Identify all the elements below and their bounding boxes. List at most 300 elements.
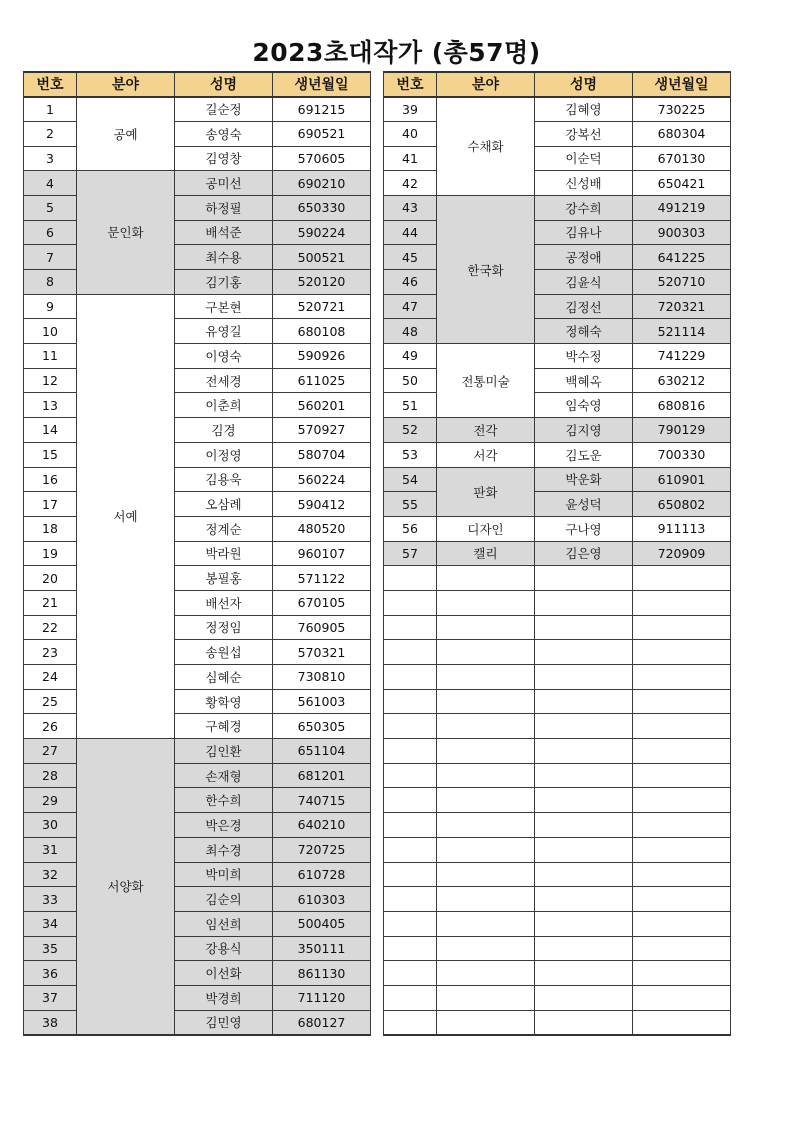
number-cell: 28 — [24, 763, 77, 788]
name-cell: 이춘희 — [175, 393, 273, 418]
birthdate-cell: 521114 — [633, 319, 731, 344]
birthdate-cell: 720321 — [633, 294, 731, 319]
name-cell: 김윤식 — [535, 270, 633, 295]
number-cell: 31 — [24, 837, 77, 862]
empty-row — [384, 689, 731, 714]
number-cell: 50 — [384, 368, 437, 393]
name-cell: 김경 — [175, 418, 273, 443]
header-birthdate: 생년월일 — [273, 72, 371, 97]
name-cell: 공정애 — [535, 245, 633, 270]
table-row — [24, 245, 371, 270]
birthdate-cell: 641225 — [633, 245, 731, 270]
table-row — [24, 689, 371, 714]
number-cell: 40 — [384, 121, 437, 146]
empty-cell — [437, 665, 535, 690]
empty-cell — [535, 813, 633, 838]
birthdate-cell: 680304 — [633, 121, 731, 146]
name-cell: 김기홍 — [175, 270, 273, 295]
table-row — [24, 393, 371, 418]
name-cell: 하정필 — [175, 195, 273, 220]
number-cell: 9 — [24, 294, 77, 319]
number-cell: 10 — [24, 319, 77, 344]
name-cell: 김용욱 — [175, 467, 273, 492]
number-cell: 21 — [24, 590, 77, 615]
birthdate-cell: 570927 — [273, 418, 371, 443]
number-cell: 16 — [24, 467, 77, 492]
table-row — [24, 590, 371, 615]
birthdate-cell: 691215 — [273, 97, 371, 122]
empty-cell — [535, 837, 633, 862]
name-cell: 봉필홍 — [175, 566, 273, 591]
field-cell: 판화 — [437, 467, 535, 516]
name-cell: 임선희 — [175, 911, 273, 936]
birthdate-cell: 690210 — [273, 171, 371, 196]
field-cell: 디자인 — [437, 516, 535, 541]
empty-row — [384, 985, 731, 1010]
birthdate-cell: 690521 — [273, 121, 371, 146]
number-cell: 25 — [24, 689, 77, 714]
name-cell: 박미희 — [175, 862, 273, 887]
empty-cell — [384, 936, 437, 961]
number-cell: 35 — [24, 936, 77, 961]
empty-cell — [633, 936, 731, 961]
name-cell: 강용식 — [175, 936, 273, 961]
empty-cell — [633, 640, 731, 665]
table-row — [384, 294, 731, 319]
birthdate-cell: 651104 — [273, 739, 371, 764]
empty-cell — [535, 714, 633, 739]
number-cell: 8 — [24, 270, 77, 295]
number-cell: 13 — [24, 393, 77, 418]
table-row — [24, 837, 371, 862]
empty-row — [384, 590, 731, 615]
name-cell: 김인환 — [175, 739, 273, 764]
table-row — [24, 763, 371, 788]
field-cell: 문인화 — [77, 171, 175, 294]
empty-cell — [535, 887, 633, 912]
birthdate-cell: 570605 — [273, 146, 371, 171]
empty-cell — [384, 739, 437, 764]
birthdate-cell: 491219 — [633, 195, 731, 220]
number-cell: 46 — [384, 270, 437, 295]
name-cell: 박수정 — [535, 344, 633, 369]
name-cell: 길순정 — [175, 97, 273, 122]
table-row — [384, 245, 731, 270]
empty-cell — [535, 911, 633, 936]
empty-cell — [633, 665, 731, 690]
number-cell: 49 — [384, 344, 437, 369]
name-cell: 한수희 — [175, 788, 273, 813]
empty-cell — [633, 887, 731, 912]
empty-cell — [437, 763, 535, 788]
birthdate-cell: 640210 — [273, 813, 371, 838]
empty-cell — [437, 936, 535, 961]
name-cell: 박경희 — [175, 985, 273, 1010]
table-row — [24, 171, 371, 196]
table-row — [24, 640, 371, 665]
number-cell: 33 — [24, 887, 77, 912]
table-row — [24, 665, 371, 690]
birthdate-cell: 520120 — [273, 270, 371, 295]
empty-cell — [384, 640, 437, 665]
number-cell: 7 — [24, 245, 77, 270]
table-row — [384, 418, 731, 443]
number-cell: 14 — [24, 418, 77, 443]
number-cell: 44 — [384, 220, 437, 245]
birthdate-cell: 590926 — [273, 344, 371, 369]
empty-cell — [535, 590, 633, 615]
name-cell: 전세경 — [175, 368, 273, 393]
number-cell: 2 — [24, 121, 77, 146]
birthdate-cell: 480520 — [273, 516, 371, 541]
empty-row — [384, 837, 731, 862]
field-cell: 전통미술 — [437, 344, 535, 418]
table-row — [24, 788, 371, 813]
number-cell: 38 — [24, 1010, 77, 1035]
name-cell: 김유나 — [535, 220, 633, 245]
table-row — [384, 492, 731, 517]
name-cell: 윤성덕 — [535, 492, 633, 517]
name-cell: 최수경 — [175, 837, 273, 862]
empty-cell — [437, 887, 535, 912]
table-row — [384, 121, 731, 146]
page-title: 2023초대작가 (총57명) — [252, 38, 541, 67]
empty-cell — [437, 615, 535, 640]
empty-cell — [633, 1010, 731, 1035]
name-cell: 김지영 — [535, 418, 633, 443]
name-cell: 박라원 — [175, 541, 273, 566]
empty-cell — [535, 739, 633, 764]
number-cell: 11 — [24, 344, 77, 369]
empty-cell — [535, 1010, 633, 1035]
birthdate-cell: 560201 — [273, 393, 371, 418]
table-row — [24, 615, 371, 640]
birthdate-cell: 570321 — [273, 640, 371, 665]
number-cell: 17 — [24, 492, 77, 517]
table-row — [24, 368, 371, 393]
empty-cell — [633, 961, 731, 986]
name-cell: 구본현 — [175, 294, 273, 319]
name-cell: 유영길 — [175, 319, 273, 344]
empty-cell — [384, 665, 437, 690]
table-row — [24, 516, 371, 541]
birthdate-cell: 650330 — [273, 195, 371, 220]
empty-cell — [384, 862, 437, 887]
number-cell: 43 — [384, 195, 437, 220]
empty-row — [384, 739, 731, 764]
name-cell: 정해숙 — [535, 319, 633, 344]
birthdate-cell: 711120 — [273, 985, 371, 1010]
empty-cell — [384, 615, 437, 640]
empty-cell — [437, 911, 535, 936]
birthdate-cell: 911113 — [633, 516, 731, 541]
empty-cell — [437, 714, 535, 739]
name-cell: 이정영 — [175, 442, 273, 467]
name-cell: 정계순 — [175, 516, 273, 541]
number-cell: 45 — [384, 245, 437, 270]
artist-table-left — [23, 71, 371, 1036]
empty-cell — [437, 788, 535, 813]
number-cell: 23 — [24, 640, 77, 665]
field-cell: 서예 — [77, 294, 175, 738]
empty-row — [384, 640, 731, 665]
table-row — [24, 961, 371, 986]
birthdate-cell: 500521 — [273, 245, 371, 270]
empty-cell — [437, 590, 535, 615]
empty-cell — [633, 689, 731, 714]
empty-cell — [535, 985, 633, 1010]
empty-cell — [437, 862, 535, 887]
number-cell: 48 — [384, 319, 437, 344]
table-row — [24, 985, 371, 1010]
birthdate-cell: 560224 — [273, 467, 371, 492]
name-cell: 공미선 — [175, 171, 273, 196]
birthdate-cell: 720725 — [273, 837, 371, 862]
empty-row — [384, 813, 731, 838]
number-cell: 42 — [384, 171, 437, 196]
birthdate-cell: 350111 — [273, 936, 371, 961]
name-cell: 최수용 — [175, 245, 273, 270]
empty-cell — [437, 961, 535, 986]
empty-cell — [384, 714, 437, 739]
birthdate-cell: 790129 — [633, 418, 731, 443]
birthdate-cell: 861130 — [273, 961, 371, 986]
empty-cell — [633, 714, 731, 739]
field-cell: 공예 — [77, 97, 175, 171]
birthdate-cell: 680816 — [633, 393, 731, 418]
birthdate-cell: 500405 — [273, 911, 371, 936]
table-row — [384, 541, 731, 566]
name-cell: 박은경 — [175, 813, 273, 838]
number-cell: 56 — [384, 516, 437, 541]
header-number: 번호 — [24, 72, 77, 97]
name-cell: 이영숙 — [175, 344, 273, 369]
birthdate-cell: 900303 — [633, 220, 731, 245]
empty-cell — [633, 911, 731, 936]
empty-cell — [384, 887, 437, 912]
birthdate-cell: 630212 — [633, 368, 731, 393]
birthdate-cell: 561003 — [273, 689, 371, 714]
empty-cell — [633, 788, 731, 813]
table-row — [384, 146, 731, 171]
table-header-row — [384, 72, 731, 97]
header-number: 번호 — [384, 72, 437, 97]
empty-row — [384, 763, 731, 788]
empty-cell — [437, 566, 535, 591]
table-row — [24, 739, 371, 764]
name-cell: 김영창 — [175, 146, 273, 171]
table-row — [24, 121, 371, 146]
table-row — [384, 467, 731, 492]
table-row — [384, 97, 731, 122]
table-row — [384, 344, 731, 369]
birthdate-cell: 720909 — [633, 541, 731, 566]
number-cell: 5 — [24, 195, 77, 220]
empty-cell — [437, 689, 535, 714]
empty-cell — [384, 961, 437, 986]
name-cell: 백혜옥 — [535, 368, 633, 393]
birthdate-cell: 670130 — [633, 146, 731, 171]
empty-row — [384, 615, 731, 640]
table-row — [24, 319, 371, 344]
empty-cell — [384, 689, 437, 714]
number-cell: 57 — [384, 541, 437, 566]
header-name: 성명 — [175, 72, 273, 97]
empty-cell — [437, 1010, 535, 1035]
empty-row — [384, 887, 731, 912]
header-birthdate: 생년월일 — [633, 72, 731, 97]
table-row — [24, 294, 371, 319]
birthdate-cell: 650305 — [273, 714, 371, 739]
table-row — [24, 195, 371, 220]
birthdate-cell: 700330 — [633, 442, 731, 467]
empty-cell — [384, 813, 437, 838]
table-row — [384, 442, 731, 467]
empty-cell — [384, 590, 437, 615]
header-name: 성명 — [535, 72, 633, 97]
table-header-row — [24, 72, 371, 97]
table-row — [24, 492, 371, 517]
table-row — [24, 344, 371, 369]
empty-cell — [633, 862, 731, 887]
number-cell: 55 — [384, 492, 437, 517]
empty-cell — [384, 911, 437, 936]
table-row — [24, 442, 371, 467]
table-row — [24, 887, 371, 912]
empty-cell — [633, 837, 731, 862]
empty-cell — [535, 640, 633, 665]
empty-row — [384, 936, 731, 961]
empty-row — [384, 1010, 731, 1035]
name-cell: 김순의 — [175, 887, 273, 912]
number-cell: 6 — [24, 220, 77, 245]
birthdate-cell: 760905 — [273, 615, 371, 640]
table-row — [24, 146, 371, 171]
table-row — [24, 911, 371, 936]
empty-row — [384, 911, 731, 936]
table-row — [24, 714, 371, 739]
name-cell: 송영숙 — [175, 121, 273, 146]
field-cell: 서양화 — [77, 739, 175, 1035]
birthdate-cell: 590224 — [273, 220, 371, 245]
number-cell: 15 — [24, 442, 77, 467]
number-cell: 30 — [24, 813, 77, 838]
empty-cell — [437, 985, 535, 1010]
table-row — [384, 195, 731, 220]
empty-row — [384, 961, 731, 986]
field-cell: 전각 — [437, 418, 535, 443]
number-cell: 54 — [384, 467, 437, 492]
artist-table-right — [383, 71, 731, 1036]
empty-row — [384, 665, 731, 690]
number-cell: 39 — [384, 97, 437, 122]
name-cell: 김은영 — [535, 541, 633, 566]
birthdate-cell: 610901 — [633, 467, 731, 492]
number-cell: 1 — [24, 97, 77, 122]
number-cell: 47 — [384, 294, 437, 319]
name-cell: 신성배 — [535, 171, 633, 196]
field-cell: 한국화 — [437, 195, 535, 343]
name-cell: 구나영 — [535, 516, 633, 541]
empty-cell — [633, 739, 731, 764]
empty-cell — [535, 936, 633, 961]
birthdate-cell: 610303 — [273, 887, 371, 912]
table-row — [24, 541, 371, 566]
number-cell: 4 — [24, 171, 77, 196]
empty-cell — [633, 566, 731, 591]
field-cell: 캘리 — [437, 541, 535, 566]
name-cell: 강복선 — [535, 121, 633, 146]
birthdate-cell: 520710 — [633, 270, 731, 295]
table-row — [384, 393, 731, 418]
empty-cell — [384, 985, 437, 1010]
empty-cell — [437, 813, 535, 838]
birthdate-cell: 571122 — [273, 566, 371, 591]
empty-row — [384, 788, 731, 813]
empty-cell — [535, 763, 633, 788]
name-cell: 구혜경 — [175, 714, 273, 739]
name-cell: 오삼례 — [175, 492, 273, 517]
number-cell: 41 — [384, 146, 437, 171]
name-cell: 김정선 — [535, 294, 633, 319]
empty-cell — [384, 837, 437, 862]
name-cell: 심혜순 — [175, 665, 273, 690]
number-cell: 36 — [24, 961, 77, 986]
header-field: 분야 — [437, 72, 535, 97]
empty-row — [384, 714, 731, 739]
header-field: 분야 — [77, 72, 175, 97]
empty-cell — [384, 1010, 437, 1035]
birthdate-cell: 590412 — [273, 492, 371, 517]
birthdate-cell: 650421 — [633, 171, 731, 196]
birthdate-cell: 520721 — [273, 294, 371, 319]
birthdate-cell: 610728 — [273, 862, 371, 887]
table-row — [384, 516, 731, 541]
number-cell: 37 — [24, 985, 77, 1010]
empty-cell — [633, 590, 731, 615]
birthdate-cell: 681201 — [273, 763, 371, 788]
table-row — [24, 813, 371, 838]
table-row — [24, 566, 371, 591]
birthdate-cell: 740715 — [273, 788, 371, 813]
number-cell: 24 — [24, 665, 77, 690]
birthdate-cell: 680108 — [273, 319, 371, 344]
empty-cell — [535, 862, 633, 887]
empty-cell — [384, 566, 437, 591]
number-cell: 18 — [24, 516, 77, 541]
birthdate-cell: 730225 — [633, 97, 731, 122]
number-cell: 27 — [24, 739, 77, 764]
number-cell: 20 — [24, 566, 77, 591]
number-cell: 29 — [24, 788, 77, 813]
birthdate-cell: 730810 — [273, 665, 371, 690]
number-cell: 53 — [384, 442, 437, 467]
table-row — [24, 936, 371, 961]
number-cell: 22 — [24, 615, 77, 640]
table-row — [24, 862, 371, 887]
name-cell: 손재형 — [175, 763, 273, 788]
empty-cell — [535, 566, 633, 591]
name-cell: 강수희 — [535, 195, 633, 220]
name-cell: 황학영 — [175, 689, 273, 714]
field-cell: 서각 — [437, 442, 535, 467]
empty-cell — [633, 813, 731, 838]
table-row — [384, 171, 731, 196]
birthdate-cell: 580704 — [273, 442, 371, 467]
birthdate-cell: 611025 — [273, 368, 371, 393]
birthdate-cell: 670105 — [273, 590, 371, 615]
table-row — [24, 97, 371, 122]
